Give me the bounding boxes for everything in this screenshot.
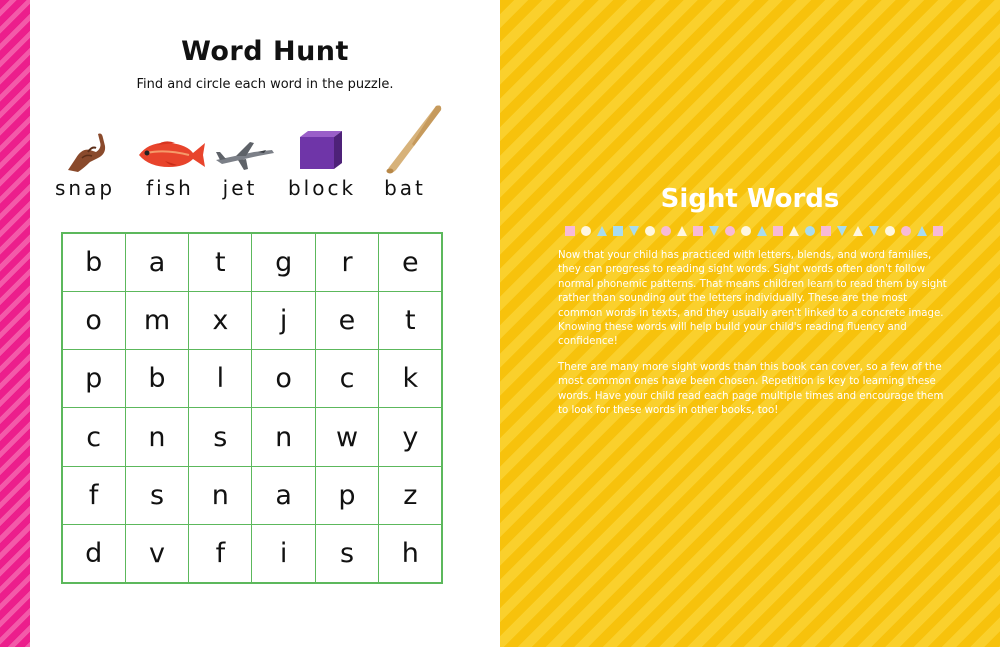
triangle-down-shape-icon — [708, 225, 720, 237]
fish-icon — [135, 137, 207, 171]
circle-shape-icon — [660, 225, 672, 237]
grid-cell[interactable]: v — [125, 524, 189, 583]
grid-cell[interactable]: f — [188, 524, 252, 583]
square-shape-icon — [564, 225, 576, 237]
instructions: Find and circle each word in the puzzle. — [136, 77, 394, 92]
grid-cell[interactable]: b — [125, 349, 189, 408]
grid-cell[interactable]: e — [378, 233, 442, 292]
triangle-shape-icon — [852, 225, 864, 237]
circle-shape-icon — [804, 225, 816, 237]
grid-cell[interactable]: c — [62, 407, 126, 466]
grid-cell[interactable]: i — [251, 524, 315, 583]
grid-cell[interactable]: g — [251, 233, 315, 292]
circle-shape-icon — [884, 225, 896, 237]
bat-icon — [384, 102, 444, 178]
grid-cell[interactable]: n — [188, 466, 252, 525]
body-paragraph-2: There are many more sight words than this book can cover, so a few of the most common ones have been chosen. Repetition is key to learning these words. Have your child read each page multiple times and encourage them to look for these words in other books, too! — [558, 362, 944, 417]
grid-cell[interactable]: o — [251, 349, 315, 408]
grid-cell[interactable]: c — [315, 349, 379, 408]
pink-striped-border — [0, 0, 30, 647]
circle-shape-icon — [740, 225, 752, 237]
jet-icon — [214, 138, 276, 172]
triangle-down-shape-icon — [628, 225, 640, 237]
grid-cell[interactable]: b — [62, 233, 126, 292]
grid-cell[interactable]: s — [125, 466, 189, 525]
body-paragraph-1: Now that your child has practiced with letters, blends, and word families, they can progress to reading sight words. Sight words often don't follow normal phonemic patterns. That means children learn to read them by sight rather than sounding out the letters individually. These are the most common words in texts, and they usually aren't linked to a concrete image. Knowing these words will help build your child's reading fluency and confidence! — [558, 250, 947, 348]
grid-cell[interactable]: x — [188, 291, 252, 350]
square-shape-icon — [820, 225, 832, 237]
grid-cell[interactable]: f — [62, 466, 126, 525]
hand-snap-icon — [62, 128, 108, 174]
grid-cell[interactable]: j — [251, 291, 315, 350]
section-title: Sight Words — [660, 184, 840, 214]
grid-cell[interactable]: y — [378, 407, 442, 466]
grid-cell[interactable]: s — [188, 407, 252, 466]
square-shape-icon — [692, 225, 704, 237]
word-label-snap: snap — [54, 176, 116, 200]
grid-cell[interactable]: p — [315, 466, 379, 525]
triangle-shape-icon — [756, 225, 768, 237]
word-search-grid — [61, 232, 443, 584]
word-label-bat: bat — [384, 176, 426, 200]
grid-cell[interactable]: t — [188, 233, 252, 292]
grid-cell[interactable]: a — [125, 233, 189, 292]
grid-cell[interactable]: r — [315, 233, 379, 292]
triangle-shape-icon — [596, 225, 608, 237]
grid-cell[interactable]: l — [188, 349, 252, 408]
grid-cell[interactable]: h — [378, 524, 442, 583]
grid-cell[interactable]: t — [378, 291, 442, 350]
triangle-shape-icon — [916, 225, 928, 237]
grid-cell[interactable]: s — [315, 524, 379, 583]
square-shape-icon — [612, 225, 624, 237]
grid-cell[interactable]: z — [378, 466, 442, 525]
triangle-shape-icon — [676, 225, 688, 237]
grid-cell[interactable]: d — [62, 524, 126, 583]
circle-shape-icon — [580, 225, 592, 237]
grid-cell[interactable]: a — [251, 466, 315, 525]
word-label-block: block — [287, 176, 357, 200]
circle-shape-icon — [900, 225, 912, 237]
page-title: Word Hunt — [181, 36, 349, 67]
square-shape-icon — [932, 225, 944, 237]
triangle-down-shape-icon — [836, 225, 848, 237]
block-icon — [298, 129, 344, 171]
grid-cell[interactable]: n — [125, 407, 189, 466]
word-label-jet: jet — [222, 176, 258, 200]
word-label-fish: fish — [146, 176, 194, 200]
grid-cell[interactable]: w — [315, 407, 379, 466]
triangle-shape-icon — [788, 225, 800, 237]
grid-cell[interactable]: k — [378, 349, 442, 408]
square-shape-icon — [772, 225, 784, 237]
circle-shape-icon — [724, 225, 736, 237]
grid-cell[interactable]: m — [125, 291, 189, 350]
triangle-down-shape-icon — [868, 225, 880, 237]
circle-shape-icon — [644, 225, 656, 237]
decorative-shapes-row — [564, 225, 944, 237]
grid-cell[interactable]: e — [315, 291, 379, 350]
grid-cell[interactable]: o — [62, 291, 126, 350]
grid-cell[interactable]: p — [62, 349, 126, 408]
right-page — [500, 0, 1000, 647]
grid-cell[interactable]: n — [251, 407, 315, 466]
